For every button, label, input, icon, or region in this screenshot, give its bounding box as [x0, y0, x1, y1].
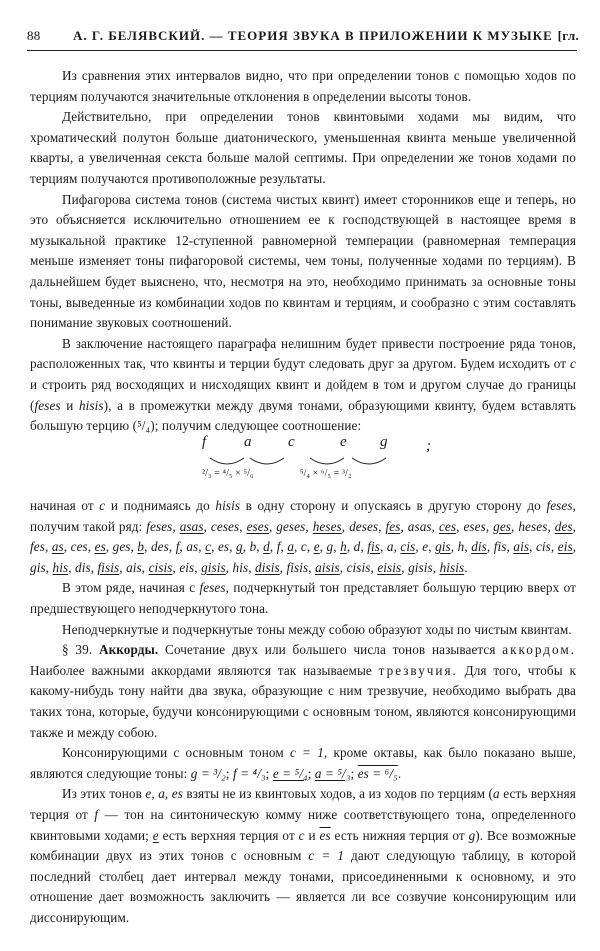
- series-tone: asas: [407, 518, 432, 534]
- section-heading: Аккорды.: [98, 642, 159, 658]
- paragraph-consonant-tones: Консонирующими с основным тоном c = 1, кроме октавы, как было показано выше, являются следующие тоны: g = ³/₂; f = ⁴/₃; e = ⁵/₄; a = ⁵/₃; es = ⁶/₅.: [30, 745, 576, 781]
- header-rule: [27, 50, 577, 51]
- series-tone: a: [287, 539, 295, 555]
- series-tone: as: [186, 539, 199, 555]
- series-tone: e: [422, 539, 429, 555]
- series-tone: h: [340, 539, 347, 555]
- series-tone: b: [249, 539, 257, 555]
- series-tone: gis: [435, 539, 451, 555]
- paragraph-series: начиная от c и поднимаясь до hisis в одну сторону и опускаясь в другую сторону до feses, получим такой ряд: feses, asas, ceses, eses, geses, heses, deses, fes, asas, ces, eses, ges, heses, des, fes, as, ces, es, ges, b, des, f, as, c, es, g, b, d, f, a, c, e, g, h, d, fis, a, cis, e, gis, h, dis, fis, ais, cis, eis, gis, his, dis, fisis, ais, cisis, eis, gisis, his, disis, fisis, aisis, cisis, eisis, gisis, hisis.: [30, 498, 577, 575]
- series-tone: g: [326, 539, 334, 555]
- series-tone: fes: [30, 539, 45, 555]
- series-tone: as: [51, 539, 64, 555]
- series-tone: dis: [471, 539, 487, 555]
- page-number: 88: [27, 28, 41, 43]
- series-tone: his: [52, 559, 69, 575]
- formula-right-ratio: ⁵/₄ × ⁶/₅ = ³/₂: [300, 468, 352, 479]
- series-tone: ges: [493, 518, 512, 534]
- series-tone: d: [263, 539, 270, 555]
- series-tone: gisis: [408, 559, 433, 575]
- series-tone: geses: [276, 518, 306, 534]
- series-tone: hisis: [439, 559, 465, 575]
- series-tone: cis: [400, 539, 416, 555]
- series-tone: disis: [255, 559, 280, 575]
- formula-note-f: f: [202, 434, 207, 450]
- series-tone: e: [313, 539, 320, 555]
- term-chord: аккордом.: [502, 642, 576, 658]
- series-tone: ceses: [210, 518, 240, 534]
- series-tone: ges: [112, 539, 131, 555]
- series-tone: eis: [179, 559, 195, 575]
- series-tone: f: [276, 539, 281, 555]
- series-tone: ais: [513, 539, 530, 555]
- series-tone: feses: [146, 518, 173, 534]
- running-header: [27, 28, 579, 48]
- series-tone: fisis: [97, 559, 120, 575]
- series-tone: fisis: [286, 559, 309, 575]
- series-tone: c: [300, 539, 307, 555]
- series-tone: c: [205, 539, 212, 555]
- formula-block: [30, 432, 576, 492]
- series-tone: dis: [75, 559, 91, 575]
- series-tone: a: [386, 539, 394, 555]
- series-tone: eis: [557, 539, 573, 555]
- paragraph-chords: § 39. Аккорды. Сочетание двух или большего числа тонов называется аккордом. Наиболее важными аккордами являются так называемые трезвучия. Для того, чтобы к какому-нибудь тону найти два звука, образующие с ним трезвучие, необходимо выбрать два таких тона, которые, будучи консонирующими с основным тоном, являются консонирующими также и между собою.: [30, 642, 576, 740]
- series-tone: asas: [179, 518, 204, 534]
- series-tone: ais: [126, 559, 142, 575]
- paragraph-comparison: Действительно, при определении тонов квинтовыми ходами мы видим, что хроматический полутон больше диатонического, уменьшенная квинта меньше увеличенной кварты, а увеличенная секста больше малой септимы. При определении же тонов ходами по терциям получаются противоположные результаты.: [30, 109, 576, 186]
- series-tone: eisis: [377, 559, 402, 575]
- series-tone: b: [137, 539, 145, 555]
- series-tone: heses: [518, 518, 548, 534]
- thirds-fifths-formula: [30, 432, 576, 492]
- series-tone: gis: [30, 559, 46, 575]
- series-tone: ces: [438, 518, 457, 534]
- series-tone: gisis: [201, 559, 226, 575]
- series-tone: eses: [463, 518, 486, 534]
- paragraph-fifths-note: Неподчеркнутые и подчеркнутые тоны между собою образуют ходы по чистым квинтам.: [62, 621, 572, 637]
- series-tone: des: [554, 518, 573, 534]
- series-tone: des: [150, 539, 169, 555]
- running-title: А. Г. БЕЛЯВСКИЙ. — ТЕОРИЯ ЗВУКА В ПРИЛОЖЕНИИ К МУЗЫКЕ: [73, 28, 553, 43]
- series-tone: fis: [367, 539, 380, 555]
- series-tone: aisis: [315, 559, 340, 575]
- paragraph-pythagorean: Пифагорова система тонов (система чистых квинт) имеет сторонников еще и теперь, но это объясняется исключительно отношением ее к господствующей в настоящее время в музыкальной практике 12-ступенной равномерной темперации (равномерная темперация меньше изменяет тоны пифагоровой системы, чем тоны, полученные ходами по терциям). В дальнейшем будет выяснено, что, несмотря на это, необходимо принимать за основные тоны тоны, выведенные из комбинации ходов по квинтам и терциям, и сообразно с этим составлять понимание звуковых соотношений.: [30, 191, 576, 331]
- term-triad: трезвучия.: [378, 662, 458, 678]
- series-tone: fis: [493, 539, 507, 555]
- paragraph-intervals: Из сравнения этих интервалов видно, что при определении тонов с помощью ходов по терциям получаются значительные отклонения в определении высоты тонов.: [30, 68, 576, 104]
- text-block-top: [30, 66, 576, 437]
- formula-note-g: g: [380, 434, 388, 450]
- series-tone: f: [175, 539, 180, 555]
- chapter-marker: [гл.: [557, 28, 579, 43]
- series-tone: g: [236, 539, 243, 555]
- series-tone: cisis: [346, 559, 371, 575]
- series-tone: deses: [349, 518, 379, 534]
- series-tone: ces: [70, 539, 88, 555]
- tone-series: feses, asas, ceses, eses, geses, heses, deses, fes, asas, ces, eses, ges, heses, des, fes, as, ces, es, ges, b, des, f, as, c, es, g, b, d, f, a, c, e, g, h, d, fis, a, cis, e, gis, h, dis, fis, ais, cis, eis, gis, his, dis, fisis, ais, cisis, eis, gisis, his, disis, fisis, aisis, cisis, eisis, gisis, hisis.: [30, 518, 577, 575]
- formula-note-c: c: [288, 434, 295, 450]
- series-tone: d: [353, 539, 361, 555]
- series-tone: his: [232, 559, 249, 575]
- paragraph-series-intro: В заключение настоящего параграфа нелишним будет привести построение ряда тонов, расположенных так, что квинты и терции будут следовать друг за другом. Будем исходить от c и строить ряд восходящих и нисходящих квинт и дойдем в том и другом случае до границы (feses и hisis), а в промежутки между двумя тонами, образующими квинту, будем вставлять большую терцию (⁵/₄); получим следующее соотношение:: [30, 335, 576, 434]
- formula-note-e: e: [340, 434, 347, 450]
- formula-note-a: a: [244, 434, 252, 450]
- series-tone: eses: [246, 518, 269, 534]
- paragraph-thirds: Из этих тонов e, a, es взяты не из квинтовых ходов, а из ходов по терциям (a есть верхняя терция от f — тон на синтоническую комму ниже соответствующего тона, определенного квинтовыми ходами; e есть верхняя терция от c и $\overline{es}$ есть нижняя терция от g). Все возможные комбинации двух из этих тонов с основным c = 1 дают следующую таблицу, в которой последний столбец дает интервал между тонами, присоединенными к основному, и это отношение дает возможность заключить — является ли все созвучие консонирующим или диссонирующим.: [30, 786, 576, 925]
- series-tone: es: [94, 539, 106, 555]
- series-tone: h: [457, 539, 465, 555]
- series-tone: fes: [385, 518, 401, 534]
- text-block-series: [30, 496, 576, 928]
- section-number: § 39.: [62, 642, 93, 658]
- formula-semicolon: ;: [426, 438, 432, 454]
- paragraph-series-note: В этом ряде, начиная с feses, подчеркнутый тон представляет большую терцию вверх от предшествующего неподчеркнутого тона.: [30, 580, 576, 616]
- formula-left-ratio: ²/₃ = ⁴/₅ × ⁵/₆: [202, 468, 254, 479]
- series-tone: heses: [312, 518, 342, 534]
- series-tone: cisis: [148, 559, 173, 575]
- series-tone: es: [217, 539, 230, 555]
- series-tone: cis: [535, 539, 551, 555]
